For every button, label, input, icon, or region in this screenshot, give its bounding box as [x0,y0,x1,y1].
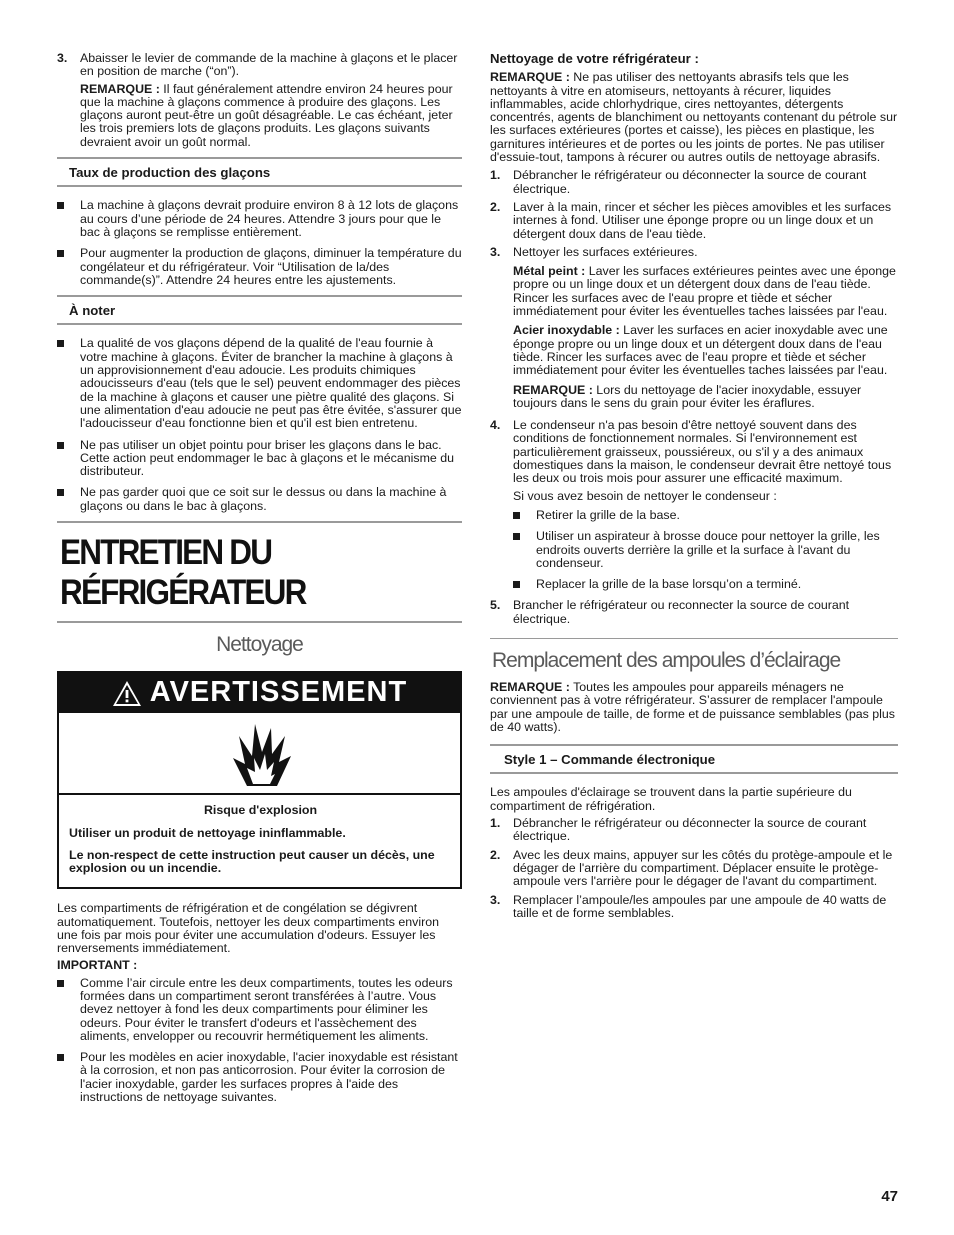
list-item: Pour les modèles en acier inoxydable, l'acier inoxydable est résistant à la corrosion, et non pas anticorrosion. Pour éviter la corrosion de l'acier inoxydable, garder les surfaces propres à l'aide des instructions de nettoyage suivantes. [57,1051,462,1104]
step-text: Brancher le réfrigérateur ou reconnecter la source de courant électrique. [513,598,850,626]
bulb-step-3 [490,894,898,921]
left-column [57,52,462,1112]
clean-step-1 [490,169,898,196]
step-text: Le condenseur n'a pas besoin d'être nettoyé souvent dans des conditions de fonctionnement normales. Si l'environnement est particulièrement graisseux, poussiéreux, ou s'il y a des animaux domestiques dans la maison, le condenseur devrait être nettoyé tous les deux ou trois mois pour assurer une efficacité maximum. [513,418,892,486]
list-item: Ne pas garder quoi que ce soit sur le dessus ou dans la machine à glaçons ou dans le bac à glaçons. [57,486,462,513]
taux-heading: Taux de production des glaçons [57,157,462,187]
painted-metal-text: Métal peint : Laver les surfaces extérieures peintes avec une éponge propre ou un linge doux et un détergent doux dans de l'eau tiède. Rincer les surfaces avec de l'eau propre et tiède et sécher immédiatement pour éviter les éventuelles taches laissées par l'eau. [513,264,896,319]
stainless-remark: REMARQUE : Lors du nettoyage de l'acier inoxydable, essuyer toujours dans le sens du grain pour éviter les éraflures. [513,382,862,410]
ice-step-3 [57,52,462,149]
page-number: 47 [881,1188,898,1205]
section-divider [490,638,898,639]
bullet-icon [57,202,64,209]
step-note: REMARQUE : Il faut généralement attendre environ 24 heures pour que la machine à glaçons commence à produire des glaçons. Les glaçons auront peut-être un goût désagréable. Le cas échéant, jeter les trois premiers lots de glaçons produits. Les glaçons suivants devraient avoir un goût normal. [80,81,453,149]
ampoules-remark: REMARQUE : Toutes les ampoules pour appareils ménagers ne conviennent pas à votre réfrigérateur. S’assurer de remplacer l'ampoule par une ampoule de taille, de forme et de puissance semblables (pas plus de 40 watts). [490,679,896,734]
list-item: Ne pas utiliser un objet pointu pour briser les glaçons dans le bac. Cette action peut endommager le bac à glaçons et le mécanisme du distributeur. [57,439,462,479]
page-title: ENTRETIEN DU RÉFRIGÉRATEUR [60,533,306,613]
list-item: La qualité de vos glaçons dépend de la qualité de l'eau fournie à votre machine à glaçons. Éviter de brancher la machine à glaçons à un approvisionnement d'eau adoucie. Les produits chimiques adoucisseurs d'eau (tels que le sel) peuvent endommager des pièces de la machine à glaçons et causer une piètre qualité des glaçons. Si une alimentation d'eau adoucie ne peut pas être évitée, s'assurer que l'adoucisseur d'eau fonctionne bien et qu'il est bien entretenu. [57,337,462,430]
clean-step-3 [490,246,898,410]
bulb-step-2 [490,849,898,889]
warning-box [57,671,462,889]
step-number: 2. [490,199,501,214]
explosion-icon [225,718,295,788]
a-noter-heading: À noter [57,295,462,325]
warning-line-1: Utiliser un produit de nettoyage ininflammable. [69,826,346,841]
ampoules-title: Remplacement des ampoules d’éclairage [492,648,841,672]
bullet-icon [57,250,64,257]
condenser-intro: Si vous avez besoin de nettoyer le condenseur : [513,488,777,503]
step-text: Avec les deux mains, appuyer sur les côtés du protège-ampoule et le dégager de l'arrière du compartiment. Déplacer ensuite le protège-ampoule vers l'arrière pour le dégager de l'avant du compartiment. [513,847,893,889]
nettoyage-heading: Nettoyage de votre réfrigérateur : [490,51,699,66]
warning-image [59,713,460,795]
warning-triangle-icon [112,680,142,707]
taux-list [57,199,462,287]
bullet-icon [57,489,64,496]
clean-step-4 [490,419,898,591]
clean-step-5 [490,599,898,626]
list-item: Utiliser un aspirateur à brosse douce pour nettoyer la grille, les endroits ouverts derrière la grille et la surface à l'avant du condenseur. [513,530,898,570]
list-item: Pour augmenter la production de glaçons, diminuer la température du congélateur et du réfrigérateur. Voir “Utilisation de la/des commande(s)”. Attendre 24 heures entre les ajustements. [57,247,462,287]
step-number: 3. [490,244,501,259]
step-number: 2. [490,847,501,862]
clean-step-2 [490,201,898,241]
step-number: 3. [57,51,68,65]
style1-intro: Les ampoules d'éclairage se trouvent dans la partie supérieure du compartiment de réfrigération. [490,785,852,813]
bullet-icon [57,980,64,987]
list-item: Retirer la grille de la base. [513,509,898,522]
step-number: 5. [490,598,501,613]
step-number: 1. [490,816,501,831]
bullet-icon [513,512,520,519]
warning-title: AVERTISSEMENT [149,676,408,709]
cleaning-remark: REMARQUE : Ne pas utiliser des nettoyants abrasifs tels que les nettoyants à vitre en atomiseurs, nettoyants à récurer, liquides inflammables, acide chlorhydrique, cires nettoyantes, détergents concentrés, agents de blanchiment ou nettoyants contenant du pétrole sur les surfaces extérieures (portes et caisse), les pièces en plastique, les garnitures intérieures et de portes ou les joints de portes. Ne pas utiliser d'essuie-tout, tampons à récurer ou autres outils de nettoyage abrasifs. [490,70,898,165]
style1-heading: Style 1 – Commande électronique [490,744,898,774]
warning-header [59,673,460,713]
stainless-text: Acier inoxydable : Laver les surfaces en acier inoxydable avec une éponge propre ou un linge doux et un détergent doux dans de l'eau tiède. Rincer les surfaces avec de l'eau propre et tiède et sécher immédiatement pour éviter les éventuelles taches laissées par l'eau. [513,323,888,378]
main-title-block [57,521,462,623]
bullet-icon [57,340,64,347]
warning-risk: Risque d'explosion [203,803,318,818]
list-item: Comme l’air circule entre les deux compartiments, toutes les odeurs formées dans un compartiment seront transférées à l’autre. Vous devez nettoyer à fond les deux compartiments pour éliminer les odeurs. Pour éviter le transfert d'odeurs et l'assèchement des aliments, envelopper ou recouvrir hermétiquement les aliments. [57,977,462,1043]
nettoyage-title: Nettoyage [216,633,303,657]
step-text: Nettoyer les surfaces extérieures. [513,244,698,259]
important-label: IMPORTANT : [57,958,138,973]
bullet-icon [57,1054,64,1061]
step-text: Débrancher le réfrigérateur ou déconnecter la source de courant électrique. [513,816,867,844]
bullet-icon [513,533,520,540]
step-number: 4. [490,418,501,433]
step-text: Remplacer l’ampoule/les ampoules par une ampoule de 40 watts de taille et de forme semblables. [513,892,887,920]
important-list [57,977,462,1105]
step-number: 3. [490,892,501,907]
bulb-step-1 [490,817,898,844]
right-column [490,52,898,925]
step-text: Laver à la main, rincer et sécher les pièces amovibles et les surfaces internes à fond. Utiliser une éponge propre ou un linge doux et un détergent doux dans de l'eau tiède. [513,199,892,241]
step-number: 1. [490,168,501,183]
warning-text [59,795,460,887]
step-text: Abaisser le levier de commande de la machine à glaçons et le placer en position de marche (“on”). [80,51,458,79]
bullet-icon [57,442,64,449]
condenser-list [513,509,898,591]
step-text: Débrancher le réfrigérateur ou déconnecter la source de courant électrique. [513,168,867,196]
warning-line-2: Le non-respect de cette instruction peut causer un décès, une explosion ou un incendie. [69,847,435,875]
list-item: Replacer la grille de la base lorsqu’on a terminé. [513,578,898,591]
a-noter-list [57,337,462,513]
bullet-icon [513,581,520,588]
cleaning-intro: Les compartiments de réfrigération et de congélation se dégivrent automatiquement. Toutefois, nettoyer les deux compartiments environ une fois par mois pour éviter une accumulation d'odeurs. Essuyer les renversements immédiatement. [57,901,440,956]
list-item: La machine à glaçons devrait produire environ 8 à 12 lots de glaçons au cours d’une période de 24 heures. Attendre 3 jours pour que le bac à glaçons se remplisse entièrement. [57,199,462,239]
